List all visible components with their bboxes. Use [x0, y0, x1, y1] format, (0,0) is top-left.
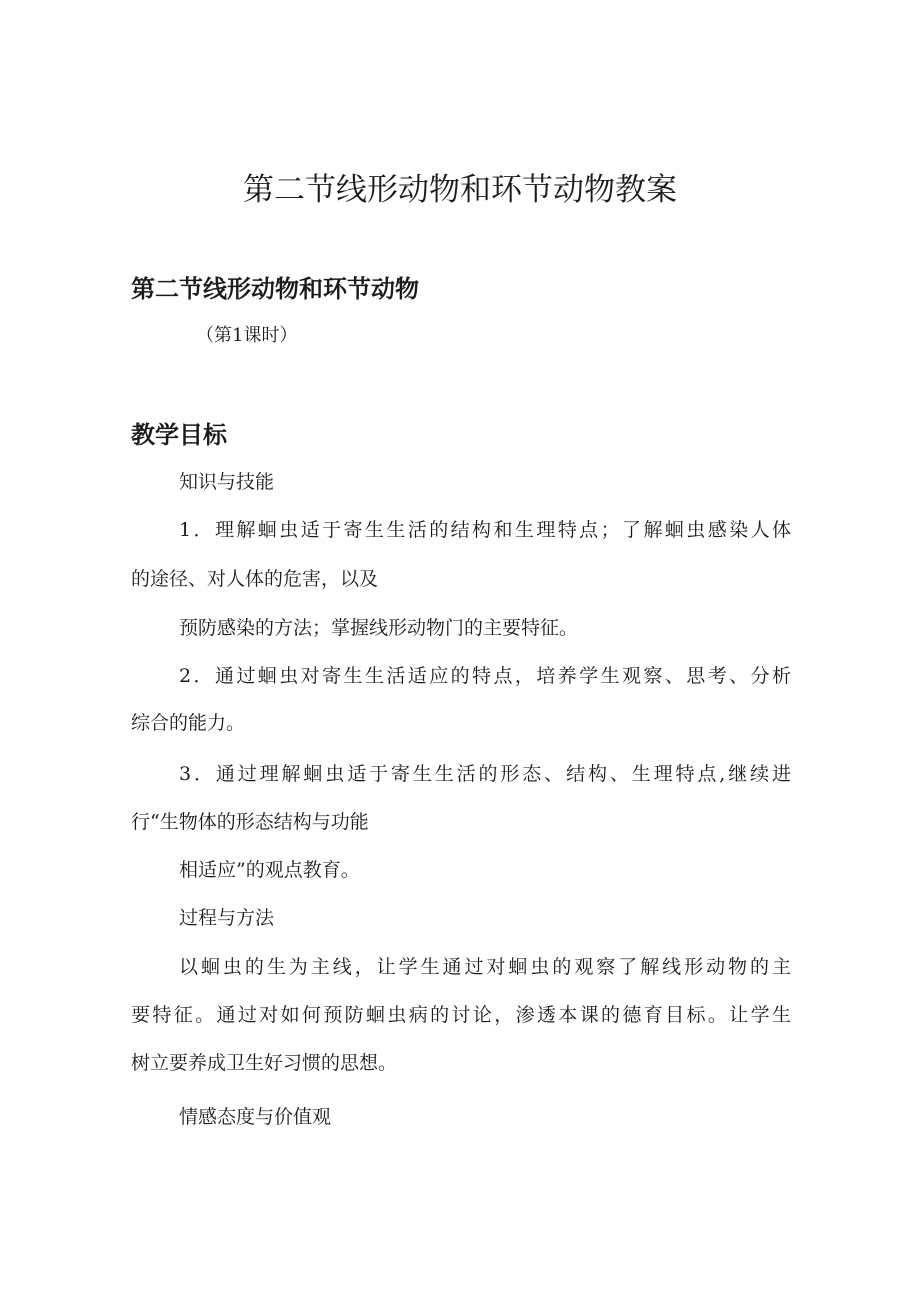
process-line3: 树立要养成卫生好习惯的思想。 [131, 1052, 398, 1074]
item1-line3: 预防感染的方法；掌握线形动物门的主要特征。 [179, 617, 579, 639]
knowledge-label: 知识与技能 [179, 471, 275, 493]
process-line1: 以蛔虫的生为主线，让学生通过对蛔虫的观察了解线形动物的主 [179, 956, 791, 978]
item1-line2: 的途径、对人体的危害，以及 [131, 568, 379, 590]
section-heading: 第二节线形动物和环节动物 [131, 275, 419, 303]
process-label: 过程与方法 [179, 907, 275, 929]
item3-line2: 行“生物体的形态结构与功能 [131, 811, 369, 833]
item3-line3: 相适应”的观点教育。 [179, 859, 360, 881]
lesson-note: （第1课时） [196, 325, 298, 346]
item3-line1: 3．通过理解蛔虫适于寄生生活的形态、结构、生理特点,继续进 [179, 763, 791, 785]
process-line2: 要特征。通过对如何预防蛔虫病的讨论，渗透本课的德育目标。让学生 [131, 1004, 791, 1026]
item2-line2: 综合的能力。 [131, 712, 246, 734]
document-title: 第二节线形动物和环节动物教案 [243, 172, 677, 208]
item1-line1: 1．理解蛔虫适于寄生生活的结构和生理特点；了解蛔虫感染人体 [179, 519, 791, 541]
emotion-label: 情感态度与价值观 [179, 1106, 332, 1128]
item2-line1: 2．通过蛔虫对寄生生活适应的特点，培养学生观察、思考、分析 [179, 665, 791, 687]
objectives-heading: 教学目标 [131, 421, 227, 449]
